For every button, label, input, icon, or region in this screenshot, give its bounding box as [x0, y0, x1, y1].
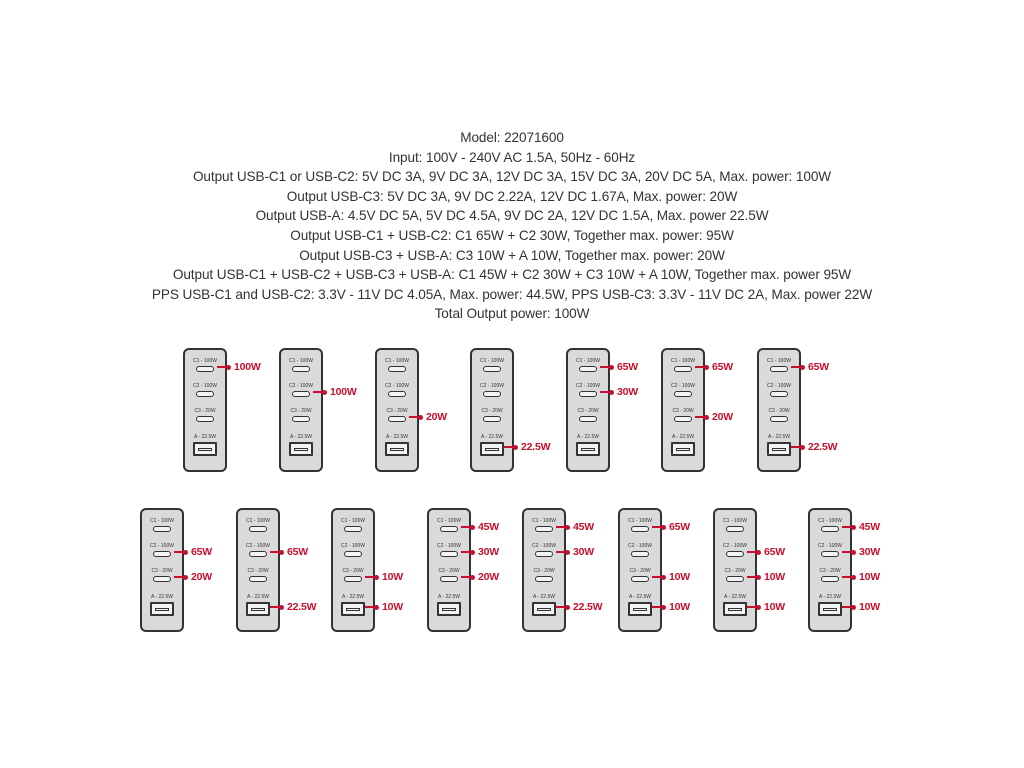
usb-c-port-icon	[292, 391, 310, 397]
power-value: 65W	[287, 546, 308, 558]
port-label-c2: C2 - 100W	[193, 383, 217, 389]
usb-a-port-icon	[289, 442, 313, 456]
power-value: 20W	[712, 411, 733, 423]
power-value: 65W	[669, 521, 690, 533]
spec-output-c3: Output USB-C3: 5V DC 3A, 9V DC 2.22A, 12V DC 1.67A, Max. power: 20W	[286, 188, 738, 204]
port-label-c1: C1 - 100W	[193, 358, 217, 364]
usb-c-port-icon	[249, 576, 267, 582]
callout-dot-icon	[609, 390, 614, 395]
port-label-a: A - 22.5W	[247, 594, 269, 600]
callout-dot-icon	[279, 605, 284, 610]
port-label-c2: C2 - 100W	[818, 543, 842, 549]
port-label-c1: C1 - 100W	[150, 518, 174, 524]
power-callout-c3	[747, 571, 785, 583]
power-callout-c2	[747, 546, 785, 558]
power-callout-c2	[270, 546, 308, 558]
usb-c-port-icon	[579, 416, 597, 422]
power-callout-c2	[600, 386, 638, 398]
power-callout-c1	[842, 521, 880, 533]
charger-diagram	[375, 348, 419, 472]
callout-dot-icon	[756, 605, 761, 610]
usb-a-port-icon	[385, 442, 409, 456]
callout-dot-icon	[279, 550, 284, 555]
power-value: 22.5W	[287, 601, 317, 613]
usb-c-port-icon	[631, 526, 649, 532]
port-label-c3: C3 - 20W	[819, 568, 841, 574]
usb-c-port-icon	[344, 526, 362, 532]
spec-output-c1-plus-c2: Output USB-C1 + USB-C2: C1 65W + C2 30W, Together max. power: 95W	[290, 227, 734, 243]
port-label-c3: C3 - 20W	[342, 568, 364, 574]
callout-dot-icon	[800, 445, 805, 450]
port-label-c2: C2 - 100W	[289, 383, 313, 389]
usb-c-port-icon	[535, 576, 553, 582]
callout-dot-icon	[704, 415, 709, 420]
usb-a-port-icon	[480, 442, 504, 456]
usb-a-port-icon	[628, 602, 652, 616]
port-label-c3: C3 - 20W	[386, 408, 408, 414]
usb-c-port-icon	[674, 366, 692, 372]
callout-dot-icon	[418, 415, 423, 420]
port-label-c2: C2 - 100W	[341, 543, 365, 549]
power-value: 10W	[382, 571, 403, 583]
usb-c-port-icon	[674, 416, 692, 422]
power-value: 45W	[859, 521, 880, 533]
spec-output-c1-c2: Output USB-C1 or USB-C2: 5V DC 3A, 9V DC 3A, 12V DC 3A, 15V DC 3A, 20V DC 5A, Max. power: 100W	[192, 169, 832, 185]
port-label-c2: C2 - 100W	[767, 383, 791, 389]
power-callout-c1	[652, 521, 690, 533]
usb-c-port-icon	[196, 416, 214, 422]
power-callout-a	[365, 601, 403, 613]
power-value: 10W	[764, 601, 785, 613]
usb-c-port-icon	[579, 366, 597, 372]
usb-c-port-icon	[821, 526, 839, 532]
power-callout-a	[652, 601, 690, 613]
port-label-c3: C3 - 20W	[290, 408, 312, 414]
callout-dot-icon	[851, 525, 856, 530]
callout-dot-icon	[470, 550, 475, 555]
usb-c-port-icon	[535, 551, 553, 557]
power-callout-c1	[217, 361, 261, 373]
callout-dot-icon	[374, 575, 379, 580]
port-label-c1: C1 - 100W	[532, 518, 556, 524]
spec-model: Model: 22071600	[460, 130, 564, 145]
usb-c-port-icon	[249, 526, 267, 532]
power-value: 65W	[808, 361, 829, 373]
usb-a-port-icon	[671, 442, 695, 456]
power-value: 22.5W	[573, 601, 603, 613]
power-callout-a	[270, 601, 316, 613]
port-label-c2: C2 - 100W	[723, 543, 747, 549]
power-value: 20W	[426, 411, 447, 423]
port-label-a: A - 22.5W	[194, 434, 216, 440]
power-value: 100W	[330, 386, 357, 398]
callout-dot-icon	[374, 605, 379, 610]
power-value: 10W	[859, 571, 880, 583]
callout-dot-icon	[183, 575, 188, 580]
power-value: 45W	[573, 521, 594, 533]
spec-input: Input: 100V - 240V AC 1.5A, 50Hz - 60Hz	[388, 149, 636, 165]
usb-c-port-icon	[153, 551, 171, 557]
port-label-c1: C1 - 100W	[246, 518, 270, 524]
usb-c-port-icon	[196, 391, 214, 397]
port-label-c3: C3 - 20W	[724, 568, 746, 574]
callout-dot-icon	[851, 575, 856, 580]
usb-a-port-icon	[193, 442, 217, 456]
port-label-a: A - 22.5W	[819, 594, 841, 600]
callout-dot-icon	[470, 575, 475, 580]
port-label-a: A - 22.5W	[438, 594, 460, 600]
usb-c-port-icon	[770, 416, 788, 422]
usb-c-port-icon	[388, 366, 406, 372]
callout-dot-icon	[851, 550, 856, 555]
usb-c-port-icon	[483, 391, 501, 397]
port-label-c3: C3 - 20W	[247, 568, 269, 574]
usb-c-port-icon	[821, 551, 839, 557]
callout-dot-icon	[851, 605, 856, 610]
port-label-c3: C3 - 20W	[533, 568, 555, 574]
usb-c-port-icon	[726, 526, 744, 532]
callout-dot-icon	[470, 525, 475, 530]
usb-a-port-icon	[532, 602, 556, 616]
callout-dot-icon	[513, 445, 518, 450]
power-callout-a	[842, 601, 880, 613]
port-label-c2: C2 - 100W	[628, 543, 652, 549]
usb-c-port-icon	[770, 391, 788, 397]
power-value: 65W	[712, 361, 733, 373]
port-label-c3: C3 - 20W	[629, 568, 651, 574]
usb-a-port-icon	[246, 602, 270, 616]
callout-dot-icon	[183, 550, 188, 555]
port-label-c1: C1 - 100W	[437, 518, 461, 524]
usb-c-port-icon	[344, 576, 362, 582]
power-callout-c3	[174, 571, 212, 583]
power-value: 30W	[478, 546, 499, 558]
spec-output-c3-plus-a: Output USB-C3 + USB-A: C3 10W + A 10W, Together max. power: 20W	[299, 247, 725, 263]
port-label-c1: C1 - 100W	[341, 518, 365, 524]
power-callout-c2	[556, 546, 594, 558]
usb-a-port-icon	[437, 602, 461, 616]
power-value: 65W	[617, 361, 638, 373]
port-label-c2: C2 - 100W	[385, 383, 409, 389]
usb-c-port-icon	[292, 366, 310, 372]
spec-pps: PPS USB-C1 and USB-C2: 3.3V - 11V DC 4.05A, Max. power: 44.5W, PPS USB-C3: 3.3V - 11V DC 2A, Max. power 22W	[151, 286, 873, 302]
port-label-a: A - 22.5W	[672, 434, 694, 440]
usb-c-port-icon	[249, 551, 267, 557]
power-value: 30W	[617, 386, 638, 398]
callout-dot-icon	[226, 365, 231, 370]
usb-c-port-icon	[483, 366, 501, 372]
usb-c-port-icon	[726, 576, 744, 582]
charger-diagram	[279, 348, 323, 472]
usb-c-port-icon	[535, 526, 553, 532]
port-label-c3: C3 - 20W	[151, 568, 173, 574]
port-label-a: A - 22.5W	[481, 434, 503, 440]
usb-c-port-icon	[726, 551, 744, 557]
power-value: 10W	[764, 571, 785, 583]
usb-c-port-icon	[631, 576, 649, 582]
power-callout-c3	[842, 571, 880, 583]
port-label-a: A - 22.5W	[577, 434, 599, 440]
usb-c-port-icon	[153, 576, 171, 582]
power-callout-c3	[652, 571, 690, 583]
callout-dot-icon	[800, 365, 805, 370]
power-callout-c1	[600, 361, 638, 373]
charger-diagram	[331, 508, 375, 632]
port-label-c1: C1 - 100W	[723, 518, 747, 524]
usb-a-port-icon	[576, 442, 600, 456]
usb-c-port-icon	[153, 526, 171, 532]
power-callout-c1	[461, 521, 499, 533]
spec-total-output: Total Output power: 100W	[434, 306, 590, 322]
charger-diagram	[713, 508, 757, 632]
power-value: 30W	[859, 546, 880, 558]
callout-dot-icon	[565, 525, 570, 530]
port-label-c3: C3 - 20W	[481, 408, 503, 414]
usb-a-port-icon	[341, 602, 365, 616]
port-label-c1: C1 - 100W	[818, 518, 842, 524]
power-callout-c2	[313, 386, 357, 398]
port-label-c1: C1 - 100W	[576, 358, 600, 364]
power-value: 22.5W	[808, 441, 838, 453]
power-callout-c1	[791, 361, 829, 373]
spec-output-a: Output USB-A: 4.5V DC 5A, 5V DC 4.5A, 9V DC 2A, 12V DC 1.5A, Max. power 22.5W	[255, 208, 769, 224]
port-label-c3: C3 - 20W	[194, 408, 216, 414]
power-callout-c3	[461, 571, 499, 583]
power-callout-a	[556, 601, 602, 613]
spec-output-all-ports: Output USB-C1 + USB-C2 + USB-C3 + USB-A: C1 45W + C2 30W + C3 10W + A 10W, Together max. power 95W	[172, 267, 852, 283]
usb-c-port-icon	[440, 526, 458, 532]
power-callout-c3	[409, 411, 447, 423]
callout-dot-icon	[756, 575, 761, 580]
usb-c-port-icon	[770, 366, 788, 372]
callout-dot-icon	[756, 550, 761, 555]
callout-dot-icon	[609, 365, 614, 370]
usb-c-port-icon	[196, 366, 214, 372]
usb-c-port-icon	[388, 391, 406, 397]
usb-c-port-icon	[388, 416, 406, 422]
usb-c-port-icon	[292, 416, 310, 422]
power-value: 30W	[573, 546, 594, 558]
port-label-c2: C2 - 100W	[437, 543, 461, 549]
port-label-c2: C2 - 100W	[150, 543, 174, 549]
port-label-a: A - 22.5W	[533, 594, 555, 600]
usb-c-port-icon	[440, 551, 458, 557]
power-value: 10W	[669, 601, 690, 613]
power-callout-c3	[695, 411, 733, 423]
port-label-a: A - 22.5W	[151, 594, 173, 600]
power-callout-a	[791, 441, 837, 453]
spec-list	[0, 128, 1024, 324]
callout-dot-icon	[661, 525, 666, 530]
port-label-c1: C1 - 100W	[628, 518, 652, 524]
port-label-a: A - 22.5W	[768, 434, 790, 440]
port-label-c1: C1 - 100W	[289, 358, 313, 364]
charger-diagram	[470, 348, 514, 472]
port-label-c1: C1 - 100W	[767, 358, 791, 364]
port-label-a: A - 22.5W	[342, 594, 364, 600]
usb-c-port-icon	[674, 391, 692, 397]
power-value: 65W	[764, 546, 785, 558]
port-label-c1: C1 - 100W	[480, 358, 504, 364]
callout-dot-icon	[565, 605, 570, 610]
power-value: 65W	[191, 546, 212, 558]
usb-c-port-icon	[821, 576, 839, 582]
power-callout-a	[504, 441, 550, 453]
usb-a-port-icon	[767, 442, 791, 456]
usb-a-port-icon	[150, 602, 174, 616]
power-value: 10W	[859, 601, 880, 613]
power-callout-c3	[365, 571, 403, 583]
port-label-c2: C2 - 100W	[671, 383, 695, 389]
usb-c-port-icon	[631, 551, 649, 557]
port-label-c3: C3 - 20W	[577, 408, 599, 414]
port-label-c2: C2 - 100W	[480, 383, 504, 389]
usb-c-port-icon	[440, 576, 458, 582]
callout-dot-icon	[565, 550, 570, 555]
power-callout-c2	[842, 546, 880, 558]
power-value: 45W	[478, 521, 499, 533]
power-callout-c2	[461, 546, 499, 558]
power-value: 20W	[191, 571, 212, 583]
port-label-c3: C3 - 20W	[672, 408, 694, 414]
port-label-c2: C2 - 100W	[576, 383, 600, 389]
port-label-a: A - 22.5W	[724, 594, 746, 600]
port-label-c1: C1 - 100W	[671, 358, 695, 364]
usb-c-port-icon	[344, 551, 362, 557]
usb-a-port-icon	[818, 602, 842, 616]
power-callout-a	[747, 601, 785, 613]
power-callout-c1	[556, 521, 594, 533]
power-value: 20W	[478, 571, 499, 583]
power-value: 100W	[234, 361, 261, 373]
power-callout-c1	[695, 361, 733, 373]
power-value: 22.5W	[521, 441, 551, 453]
usb-c-port-icon	[579, 391, 597, 397]
callout-dot-icon	[661, 605, 666, 610]
port-label-a: A - 22.5W	[629, 594, 651, 600]
callout-dot-icon	[704, 365, 709, 370]
power-value: 10W	[382, 601, 403, 613]
port-label-c3: C3 - 20W	[768, 408, 790, 414]
callout-dot-icon	[661, 575, 666, 580]
port-label-a: A - 22.5W	[290, 434, 312, 440]
power-callout-c2	[174, 546, 212, 558]
port-label-c2: C2 - 100W	[532, 543, 556, 549]
usb-a-port-icon	[723, 602, 747, 616]
port-label-c2: C2 - 100W	[246, 543, 270, 549]
port-label-a: A - 22.5W	[386, 434, 408, 440]
port-label-c3: C3 - 20W	[438, 568, 460, 574]
charger-diagram	[236, 508, 280, 632]
charger-diagram	[140, 508, 184, 632]
port-label-c1: C1 - 100W	[385, 358, 409, 364]
callout-dot-icon	[322, 390, 327, 395]
power-value: 10W	[669, 571, 690, 583]
usb-c-port-icon	[483, 416, 501, 422]
